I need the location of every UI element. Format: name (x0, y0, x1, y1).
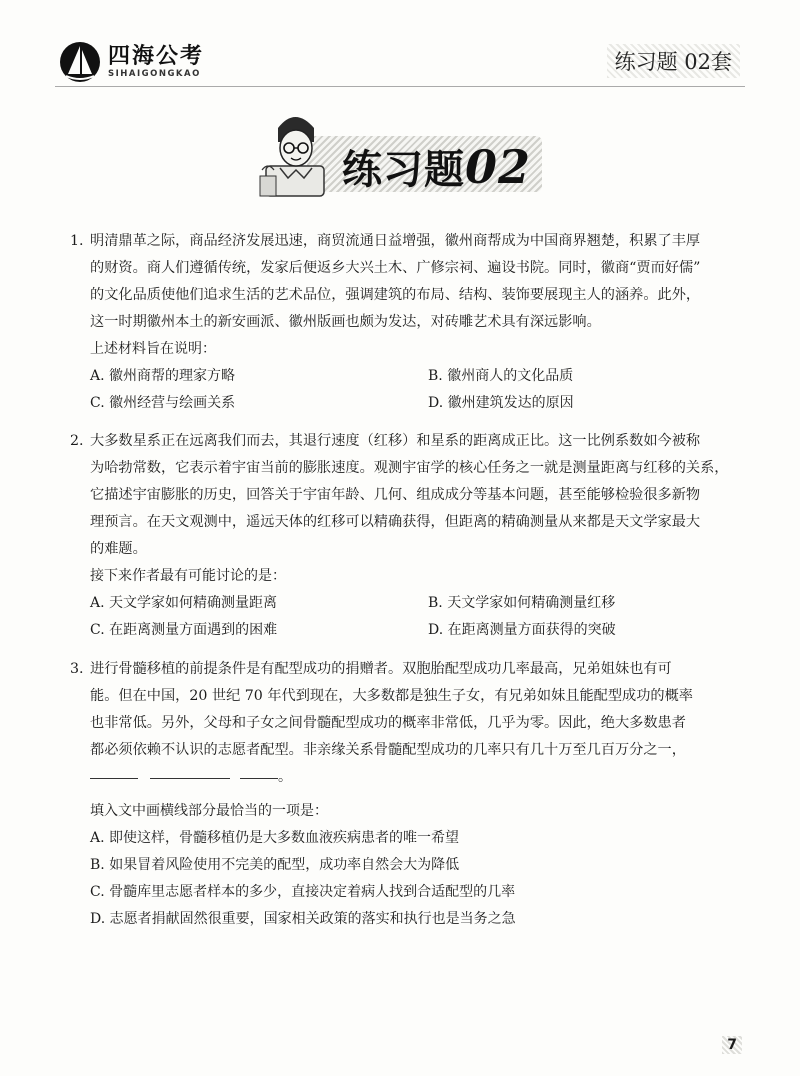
option-b[interactable]: B. 徽州商人的文化品质 (428, 368, 574, 384)
option-c[interactable]: C. 徽州经营与绘画关系 (90, 395, 236, 411)
question-text-line: 能。但在中国，20 世纪 70 年代到现在，大多数都是独生子女，有兄弟如妹且能配型成功的概率 (90, 688, 693, 704)
question-number: 3. (70, 661, 84, 677)
fill-in-blank[interactable] (70, 764, 750, 794)
blank-segment (90, 778, 138, 779)
option-d[interactable]: D. 志愿者捐献固然很重要，国家相关政策的落实和执行也是当务之急 (90, 911, 516, 927)
header-divider (55, 86, 745, 87)
question-prompt: 填入文中画横线部分最恰当的一项是： (90, 803, 328, 819)
question-number: 2. (70, 433, 84, 449)
title-number: 02 (465, 140, 532, 194)
option-a[interactable]: A. 徽州商帮的理家方略 (90, 368, 236, 384)
title-text: 练习题 (342, 146, 465, 193)
page-title (342, 138, 531, 195)
brand-logo (58, 40, 204, 84)
question-3 (70, 656, 750, 933)
blank-segment (150, 778, 230, 779)
question-text-line: 的难题。 (90, 541, 147, 557)
question-text-line: 进行骨髓移植的前提条件是有配型成功的捐赠者。双胞胎配型成功几率最高，兄弟姐妹也有可 (90, 661, 672, 677)
question-text-line: 都必须依赖不认识的志愿者配型。非亲缘关系骨髓配型成功的几率只有几十万至几百万分之一， (90, 742, 686, 758)
title-banner (272, 108, 544, 198)
page-number: 7 (722, 1036, 742, 1054)
question-text-line: 大多数星系正在远离我们而去，其退行速度（红移）和星系的距离成正比。这一比例系数如今被称 (90, 433, 701, 449)
option-b[interactable]: B. 如果冒着风险使用不完美的配型，成功率自然会大为降低 (90, 857, 460, 873)
question-2 (70, 428, 750, 644)
set-label: 练习题 02套 (607, 44, 740, 78)
option-c[interactable]: C. 骨髓库里志愿者样本的多少，直接决定着病人找到合适配型的几率 (90, 884, 516, 900)
option-b[interactable]: B. 天文学家如何精确测量红移 (428, 595, 616, 611)
question-prompt: 上述材料旨在说明： (90, 341, 216, 357)
option-d[interactable]: D. 在距离测量方面获得的突破 (428, 622, 616, 638)
question-text-line: 明清鼎革之际，商品经济发展迅速，商贸流通日益增强，徽州商帮成为中国商界翘楚，积累了丰厚 (90, 233, 701, 249)
question-text-line: 的文化品质使他们追求生活的艺术品位，强调建筑的布局、结构、装饰要展现主人的涵养。此外， (90, 287, 701, 303)
option-d[interactable]: D. 徽州建筑发达的原因 (428, 395, 574, 411)
question-prompt: 接下来作者最有可能讨论的是： (90, 568, 286, 584)
question-1 (70, 228, 750, 417)
question-text-line: 这一时期徽州本土的新安画派、徽州版画也颇为发达，对砖雕艺术具有深远影响。 (90, 314, 601, 330)
question-text-line: 它描述宇宙膨胀的历史，回答关于宇宙年龄、几何、组成成分等基本问题，甚至能够检验很多新物 (90, 487, 701, 503)
option-a[interactable]: A. 即使这样，骨髓移植仍是大多数血液疾病患者的唯一希望 (90, 830, 460, 846)
logo-chinese: 四海公考 (108, 44, 205, 69)
logo-english: SIHAIGONGKAO (108, 69, 201, 79)
question-text-line: 的财资。商人们遵循传统，发家后便返乡大兴土木、广修宗祠、遍设书院。同时，徽商“贾而好儒” (90, 260, 701, 276)
cartoon-teacher-icon (258, 108, 332, 200)
option-c[interactable]: C. 在距离测量方面遇到的困难 (90, 622, 278, 638)
sailboat-logo-icon (58, 40, 102, 84)
blank-segment (240, 778, 278, 779)
option-a[interactable]: A. 天文学家如何精确测量距离 (90, 595, 278, 611)
question-text-line: 也非常低。另外，父母和子女之间骨髓配型成功的概率非常低，几乎为零。因此，绝大多数患者 (90, 715, 686, 731)
question-text-line: 为哈勃常数，它表示着宇宙当前的膨胀速度。观测宇宙学的核心任务之一就是测量距离与红移的关系， (90, 460, 729, 476)
question-text-line: 理预言。在天文观测中，遥远天体的红移可以精确获得，但距离的精确测量从来都是天文学家最大 (90, 514, 701, 530)
question-number: 1. (70, 233, 84, 249)
blank-end-mark: 。 (278, 769, 292, 785)
